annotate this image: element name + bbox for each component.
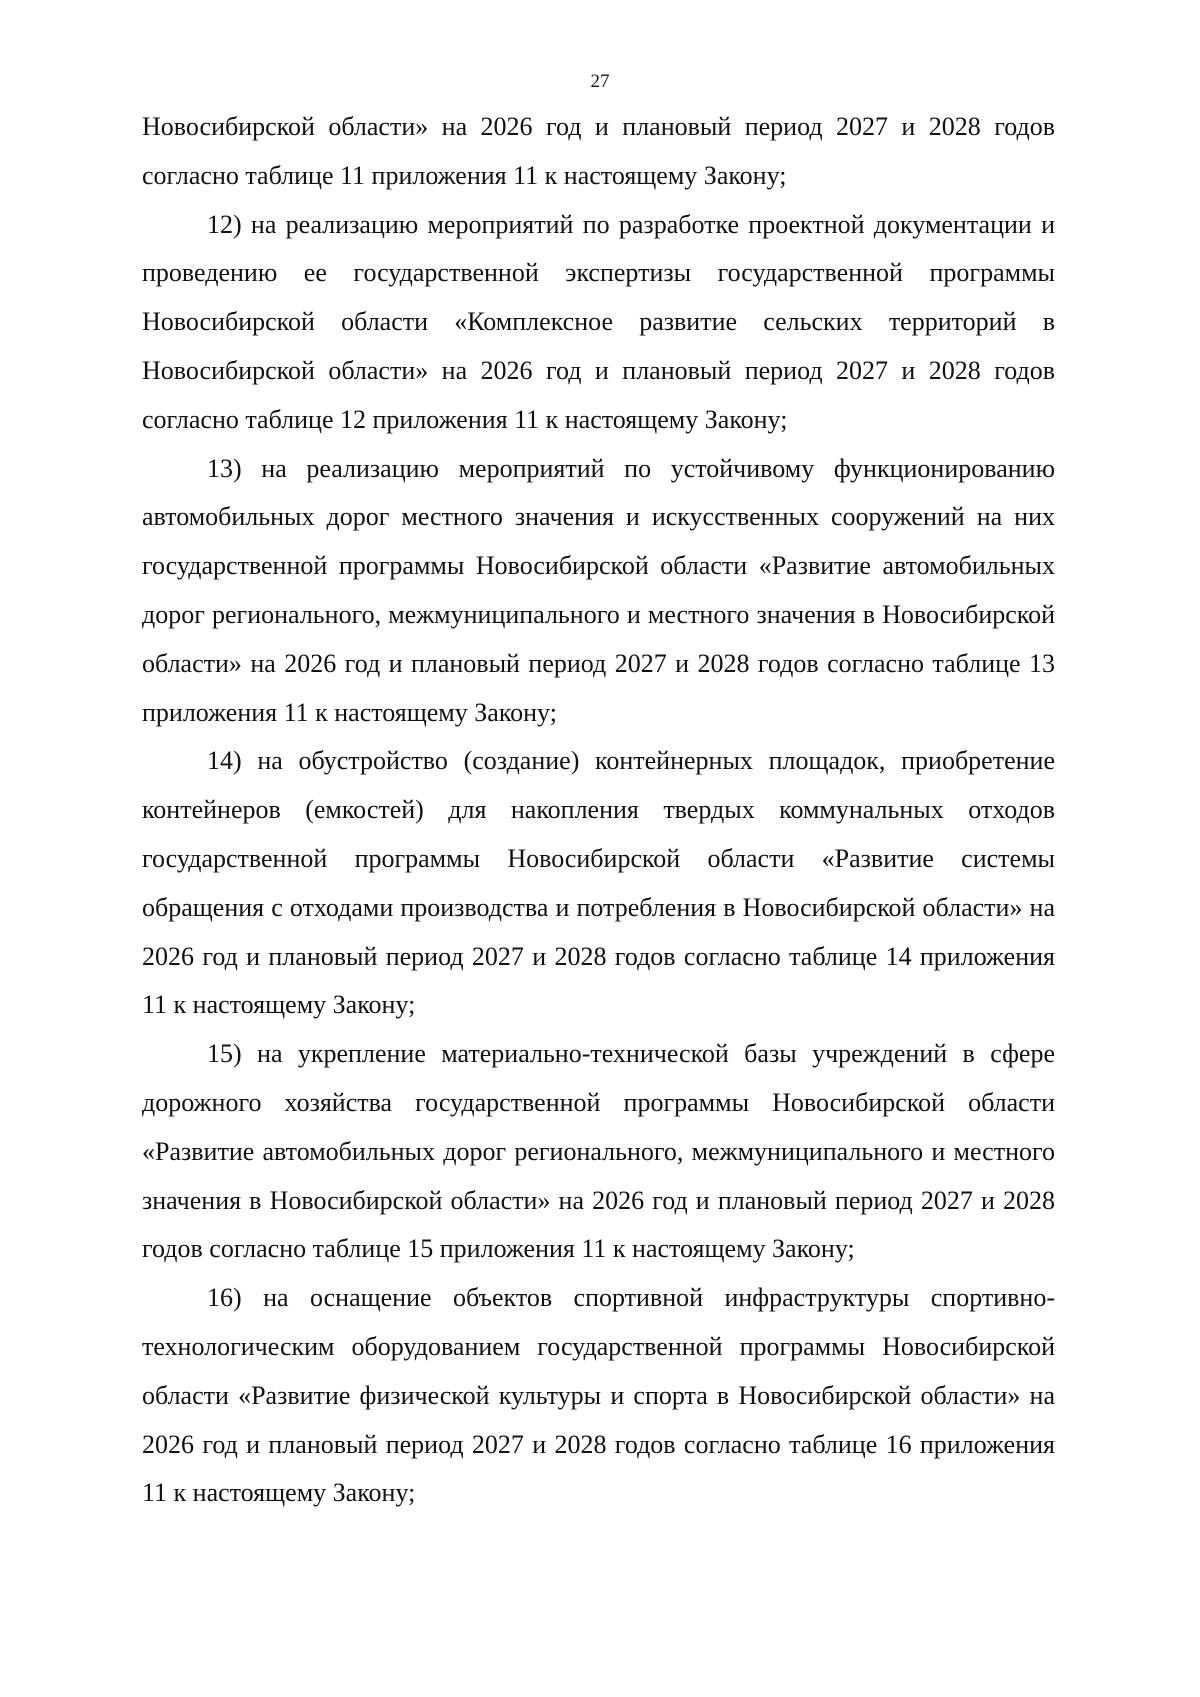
- document-body: [142, 103, 1055, 1518]
- paragraph-item-14: 14) на обустройство (создание) контейнерных площадок, приобретение контейнеров (емкостей) для накопления твердых коммунальных отходов государственной программы Новосибирской области «Развитие системы обращения с отходами производства и потребления в Новосибирской области» на 2026 год и плановый период 2027 и 2028 годов согласно таблице 14 приложения 11 к настоящему Закону;: [142, 746, 1055, 1020]
- page-number: 27: [590, 71, 610, 92]
- paragraph-item-13: 13) на реализацию мероприятий по устойчивому функционированию автомобильных дорог местного значения и искусственных сооружений на них государственной программы Новосибирской области «Развитие автомобильных дорог регионального, межмуниципального и местного значения в Новосибирской области» на 2026 год и плановый период 2027 и 2028 годов согласно таблице 13 приложения 11 к настоящему Закону;: [142, 453, 1055, 727]
- paragraph-continuation: Новосибирской области» на 2026 год и плановый период 2027 и 2028 годов согласно таблице 11 приложения 11 к настоящему Закону;: [142, 112, 1055, 190]
- paragraph-item-15: 15) на укрепление материально-технической базы учреждений в сфере дорожного хозяйства государственной программы Новосибирской области «Развитие автомобильных дорог регионального, межмуниципального и местного значения в Новосибирской области» на 2026 год и плановый период 2027 и 2028 годов согласно таблице 15 приложения 11 к настоящему Закону;: [142, 1039, 1055, 1264]
- paragraph-item-12: 12) на реализацию мероприятий по разработке проектной документации и проведению ее государственной экспертизы государственной программы Новосибирской области «Комплексное развитие сельских территорий в Новосибирской области» на 2026 год и плановый период 2027 и 2028 годов согласно таблице 12 приложения 11 к настоящему Закону;: [142, 209, 1055, 434]
- paragraph-item-16: 16) на оснащение объектов спортивной инфраструктуры спортивно-технологическим оборудованием государственной программы Новосибирской области «Развитие физической культуры и спорта в Новосибирской области» на 2026 год и плановый период 2027 и 2028 годов согласно таблице 16 приложения 11 к настоящему Закону;: [142, 1283, 1055, 1508]
